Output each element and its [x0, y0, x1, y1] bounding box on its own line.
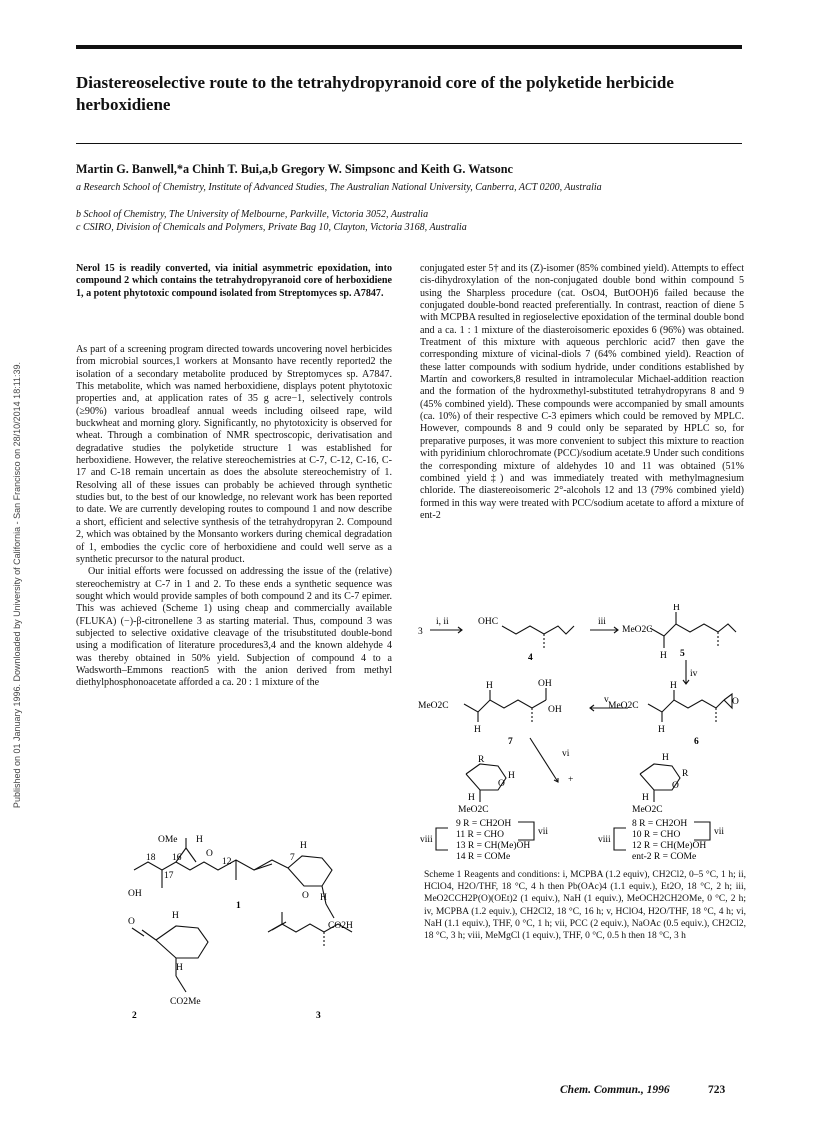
compound-label: 9 R = CH2OH: [456, 819, 512, 829]
scheme-label: 16: [172, 853, 182, 863]
abstract: Nerol 15 is readily converted, via initial asymmetric epoxidation, into compound 2 which contains the tetrahydropyranoid core of herboxidiene 1, a potent phytotoxic compound isolated from Streptomyces sp. A7847.: [76, 263, 392, 299]
compound-label: 10 R = CHO: [632, 830, 681, 840]
author-list: Martin G. Banwell,*a Chinh T. Bui,a,b Gregory W. Simpsonc and Keith G. Watsonc: [76, 162, 513, 176]
affiliation-a: a Research School of Chemistry, Institute of Advanced Studies, The Australian National University, Canberra, ACT 0200, Australia: [76, 182, 602, 193]
reagent-label: iii: [598, 617, 606, 627]
scheme-label: MeO2C: [458, 805, 489, 815]
compound-label: 12 R = CH(Me)OH: [632, 841, 707, 851]
compound-number: 3: [316, 1011, 321, 1021]
compound-label: 14 R = COMe: [456, 852, 511, 862]
body-left-column: [76, 344, 392, 690]
scheme-label: H: [642, 793, 649, 803]
reagent-label: vi: [562, 749, 570, 759]
scheme-label: 17: [164, 871, 174, 881]
scheme-label: 12: [222, 857, 232, 867]
affiliation-c: c CSIRO, Division of Chemicals and Polymers, Private Bag 10, Clayton, Victoria 3168, Australia: [76, 222, 467, 233]
header-rule: [76, 143, 742, 144]
compound-label: ent-2 R = COMe: [632, 852, 697, 862]
compound-label: 8 R = CH2OH: [632, 819, 688, 829]
scheme-label: +: [568, 775, 574, 785]
scheme-label: H: [468, 793, 475, 803]
scheme-label: CO2H: [328, 921, 353, 931]
scheme-label: 18: [146, 853, 156, 863]
paragraph: conjugated ester 5† and its (Z)-isomer (85% combined yield). Attempts to effect cis-dihydroxylation of the non-conjugated double bond within compound 5 using the Sharpless procedure (cat. OsO4, ButOOH)6 failed because the conjugated double-bond reacted preferentially. In contrast, reaction of diene 5 with MCPBA resulted in regioselective epoxidation of the terminal double bond and a ca. 1 : 1 mixture of the diasteroisomeric epoxides 6 (96%) was obtained. Treatment of this mixture with aqueous perchloric acid7 then gave the corresponding mixture of vicinal-diols 7 (64% combined yield). Reaction of these latter compounds with sodium hydride, under conditions established by Martín and coworkers,8 resulted in intramolecular Michael-addition reaction and the formation of the hydroxmethyl-substituted tetrahydropyrans 8 and 9 (45% combined yield). These compounds were accompanied by small amounts (ca. 10%) of their respective C-3 epimers which could be removed by MPLC. However, compounds 8 and 9 could only be separated by HPLC so, for preparative purposes, it was more convenient to subject this mixture to reaction with pyridinium chlorochromate (PCC)/sodium acetate.9 Under such conditions the corresponding mixture of aldehydes 10 and 11 was obtained (51% combined yield‡) and was immediately treated with methylmagnesium chloride. The diastereoisomeric 2°-alcohols 12 and 13 (79% combined yield) formed in this way were treated with PCC/sodium acetate to afford a mixture of ent-2: [420, 263, 744, 521]
affiliation-b: b School of Chemistry, The University of Melbourne, Parkville, Victoria 3052, Australia: [76, 209, 429, 220]
scheme-label: O: [302, 891, 309, 901]
reagent-label: i, ii: [436, 617, 449, 627]
scheme-caption: Scheme 1 Reagents and conditions: i, MCPBA (1.2 equiv), CH2Cl2, 0–5 °C, 1 h; ii, HClO4, H2O/THF, 18 °C, 4 h then Pb(OAc)4 (1.1 equiv.), Et2O, 18 °C, 2 h; iii, MeO2CCH2P(O)(OEt)2 (1 equiv.), NaH (1 equiv.), MeOCH2CH2OMe, 0 °C, 2 h; iv, MCPBA (1.2 equiv.), CH2Cl2, 18 °C, 16 h; v, HClO4, H2O/THF, 18 °C, 4 h; vi, NaH (1.1 equiv.), THF, 0 °C, 1 h; vii, PCC (2 equiv.), NaOAc (0.5 equiv.), CH2Cl2, 18 °C, 3 h; viii, MeMgCl (1 equiv.), THF, 0 °C, 0.5 h then 18 °C, 3 h: [424, 870, 746, 942]
compound-number: 2: [132, 1011, 137, 1021]
reagent-label: iv: [690, 669, 698, 679]
scheme-label: MeO2C: [632, 805, 663, 815]
structures-1-2-3: [76, 820, 406, 1075]
compound-number: 7: [508, 737, 513, 747]
scheme-label: H: [670, 681, 677, 691]
compound-number: 6: [694, 737, 699, 747]
reagent-label: vii: [538, 827, 549, 837]
compound-label: 13 R = CH(Me)OH: [456, 841, 531, 851]
scheme-label: MeO2C: [622, 625, 653, 635]
article-title: Diastereoselective route to the tetrahydropyranoid core of the polyketide herbicide herboxidiene: [76, 73, 674, 114]
sidebar-note: Published on 01 January 1996. Downloaded by University of California - San Francisco on 28/10/2014 18:11:39.: [12, 361, 22, 809]
scheme-label: OH: [548, 705, 562, 715]
reagent-label: vii: [714, 827, 725, 837]
scheme-label: H: [172, 911, 179, 921]
scheme-label: H: [486, 681, 493, 691]
scheme-label: O: [128, 917, 135, 927]
scheme-label: MeO2C: [608, 701, 639, 711]
scheme-label: H: [660, 651, 667, 661]
scheme-label: H: [673, 604, 680, 613]
scheme-label: R: [682, 769, 689, 779]
scheme-label: OH: [128, 889, 142, 899]
scheme-label: O: [672, 781, 679, 791]
compound-number: 4: [528, 653, 533, 663]
scheme-label: H: [320, 893, 327, 903]
reagent-label: viii: [598, 835, 611, 845]
paragraph: Our initial efforts were focussed on addressing the issue of the (relative) stereochemistry at C-7 in 1 and 2. To these ends a synthetic sequence was sought which would provide samples of both compound 2 and its C-7 epimer. This was achieved (Scheme 1) using cheap and commercially available (FLUKA) (−)-β-citronellene 3 as starting material. Thus, compound 3 was subjected to selective oxidative cleavage of the trisubstituted double-bond using a modification of literature procedures3,4 and the known aldehyde 4 was thereby obtained in 50% yield. Subjection of compound 4 to a Wadsworth–Emmons reaction5 with the anion derived from methyl diethylphosphonoacetate afforded a ca. 20 : 1 mixture of the: [76, 566, 392, 689]
download-sidebar: [10, 60, 24, 1100]
scheme-label: 7: [290, 853, 295, 863]
reagent-label: v: [604, 695, 609, 705]
scheme-label: OMe: [158, 835, 178, 845]
top-rule: [76, 45, 742, 49]
compound-number: 5: [680, 649, 685, 659]
scheme-label: H: [508, 771, 515, 781]
scheme-label: OHC: [478, 617, 499, 627]
paragraph: As part of a screening program directed towards uncovering novel herbicides from microbial sources,1 workers at Monsanto have recently reported2 the isolation of a secondary metabolite produced by Streptomyces sp. A7847. This metabolite, which was named herboxidiene, displays potent phytotoxic properties and, at application rates of 35 g acre−1, selectively controls (≥90%) various broadleaf annual weeds including oilseed rape, wild buckwheat and morning glory. Significantly, no phytotoxicity is observed for wheat. Through a combination of NMR spectroscopic, derivatisation and degradative studies the polyketide structure 1 was established for herboxidiene. However, the relative stereochemistries at C-7, C-12, C-16, C-17 and C-18 remain uncertain as does the absolute stereochemistry of 1. Resolving all of these issues can probably be achieved through synthetic studies but, to the best of our knowledge, no relevant work has been reported to date. We are currently developing routes to compound 1 and now describe a short, efficient and selective synthesis of the tetrahydropyran 2. Compound 2, which was obtained by the Monsanto workers during chemical degradation of 1, embodies the cyclic core of herboxidiene and could well serve as a synthetic precursor to the natural product.: [76, 344, 392, 565]
body-right-column: [420, 263, 744, 522]
scheme-label: H: [658, 725, 665, 735]
scheme-label: H: [300, 841, 307, 851]
scheme-label: 3: [418, 627, 423, 637]
scheme-label: H: [196, 835, 203, 845]
compound-number: 1: [236, 901, 241, 911]
scheme-label: R: [478, 755, 485, 765]
scheme-label: H: [662, 753, 669, 763]
scheme-label: O: [498, 779, 505, 789]
scheme-label: H: [176, 963, 183, 973]
compound-label: 11 R = CHO: [456, 830, 505, 840]
page-number: 723: [708, 1084, 726, 1096]
scheme-label: O: [206, 849, 213, 859]
scheme-label: O: [732, 697, 739, 707]
scheme-label: MeO2C: [418, 701, 449, 711]
scheme-1: [418, 604, 748, 866]
scheme-label: OH: [538, 679, 552, 689]
reagent-label: viii: [420, 835, 433, 845]
scheme-label: CO2Me: [170, 997, 201, 1007]
scheme-label: H: [474, 725, 481, 735]
journal-footer: Chem. Commun., 1996: [560, 1084, 670, 1096]
